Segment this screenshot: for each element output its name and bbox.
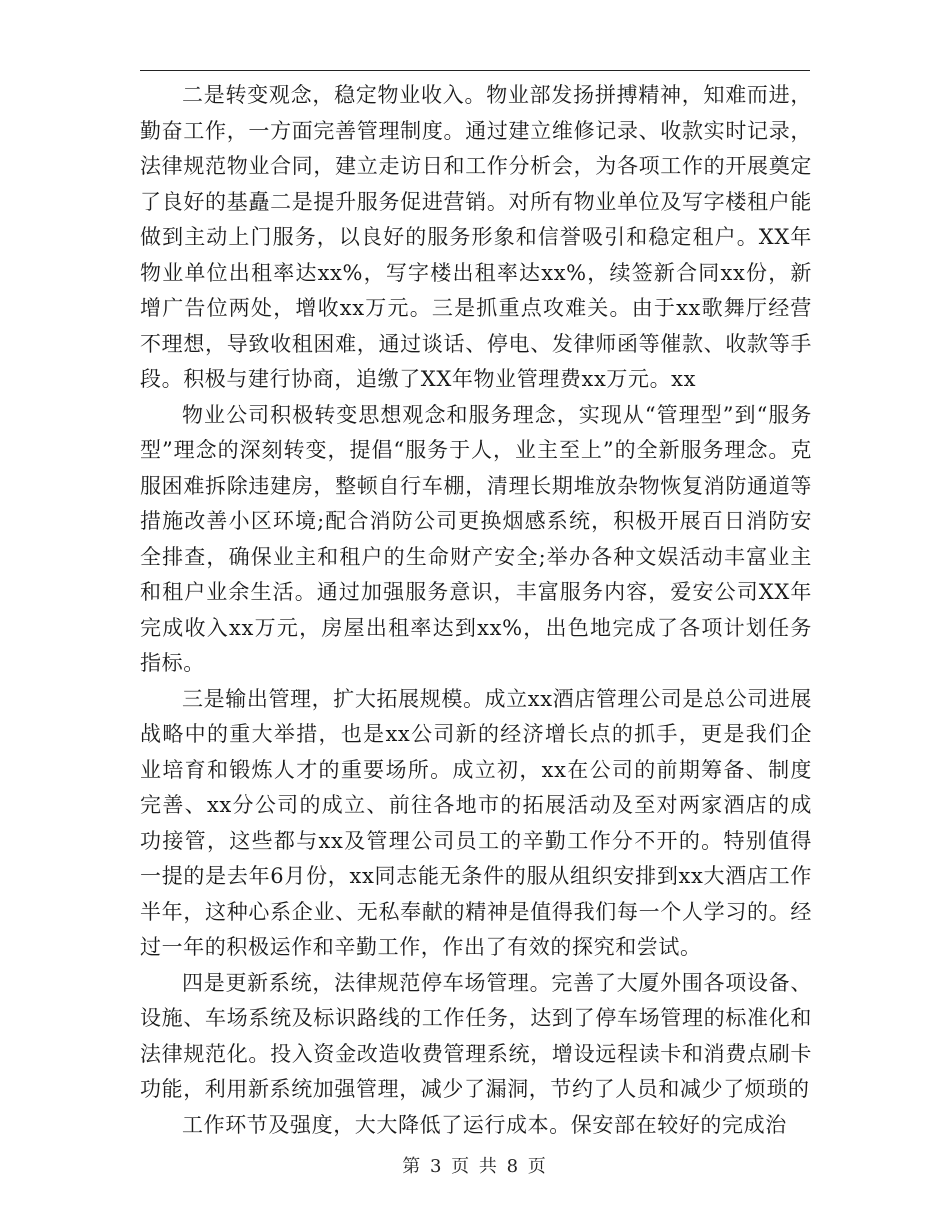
header-rule xyxy=(140,70,810,71)
paragraph-parking-system: 四是更新系统，法律规范停车场管理。完善了大厦外围各项设备、设施、车场系统及标识路线的工作任务，达到了停车场管理的标准化和法律规范化。投入资金改造收费管理系统，增设远程读卡和消费点刷卡功能，利用新系统加强管理，减少了漏洞，节约了人员和减少了烦琐的 xyxy=(140,970,812,1101)
paragraph-output-management: 三是输出管理，扩大拓展规模。成立xx酒店管理公司是总公司进展战略中的重大举措，也是xx公司新的经济增长点的抓手，更是我们企业培育和锻炼人才的重要场所。成立初，xx在公司的前期筹备、制度完善、xx分公司的成立、前往各地市的拓展活动及至对两家酒店的成功接管，这些都与xx及管理公司员工的辛勤工作分不开的。特别值得一提的是去年6月份，xx同志能无条件的服从组织安排到xx大酒店工作半年，这种心系企业、无私奉献的精神是值得我们每一个人学习的。经过一年的积极运作和辛勤工作，作出了有效的探究和尝试。 xyxy=(140,686,812,959)
paragraph-service-concept: 物业公司积极转变思想观念和服务理念，实现从“管理型”到“服务型”理念的深刻转变，提倡“服务于人，业主至上”的全新服务理念。克服困难拆除违建房，整顿自行车棚，清理长期堆放杂物恢复消防通道等措施改善小区环境;配合消防公司更换烟感系统，积极开展百日消防安全排查，确保业主和租户的生命财产安全;举办各种文娱活动丰富业主和租户业余生活。通过加强服务意识，丰富服务内容，爱安公司XX年完成收入xx万元，房屋出租率达到xx%，出色地完成了各项计划任务指标。 xyxy=(140,402,812,675)
page-number: 第 3 页 共 8 页 xyxy=(402,1156,548,1177)
document-body xyxy=(140,78,812,1143)
paragraph-continuation: 工作环节及强度，大大降低了运行成本。保安部在较好的完成治 xyxy=(182,1112,787,1137)
paragraph-property-income: 二是转变观念，稳定物业收入。物业部发扬拼搏精神，知难而进，勤奋工作，一方面完善管理制度。通过建立维修记录、收款实时记录，法律规范物业合同，建立走访日和工作分析会，为各项工作的开展奠定了良好的基矗二是提升服务促进营销。对所有物业单位及写字楼租户能做到主动上门服务，以良好的服务形象和信誉吸引和稳定租户。XX年物业单位出租率达xx%，写字楼出租率达xx%，续签新合同xx份，新增广告位两处，增收xx万元。三是抓重点攻难关。由于xx歌舞厅经营不理想，导致收租困难，通过谈话、停电、发律师函等催款、收款等手段。积极与建行协商，追缴了XX年物业管理费xx万元。xx xyxy=(140,83,812,391)
